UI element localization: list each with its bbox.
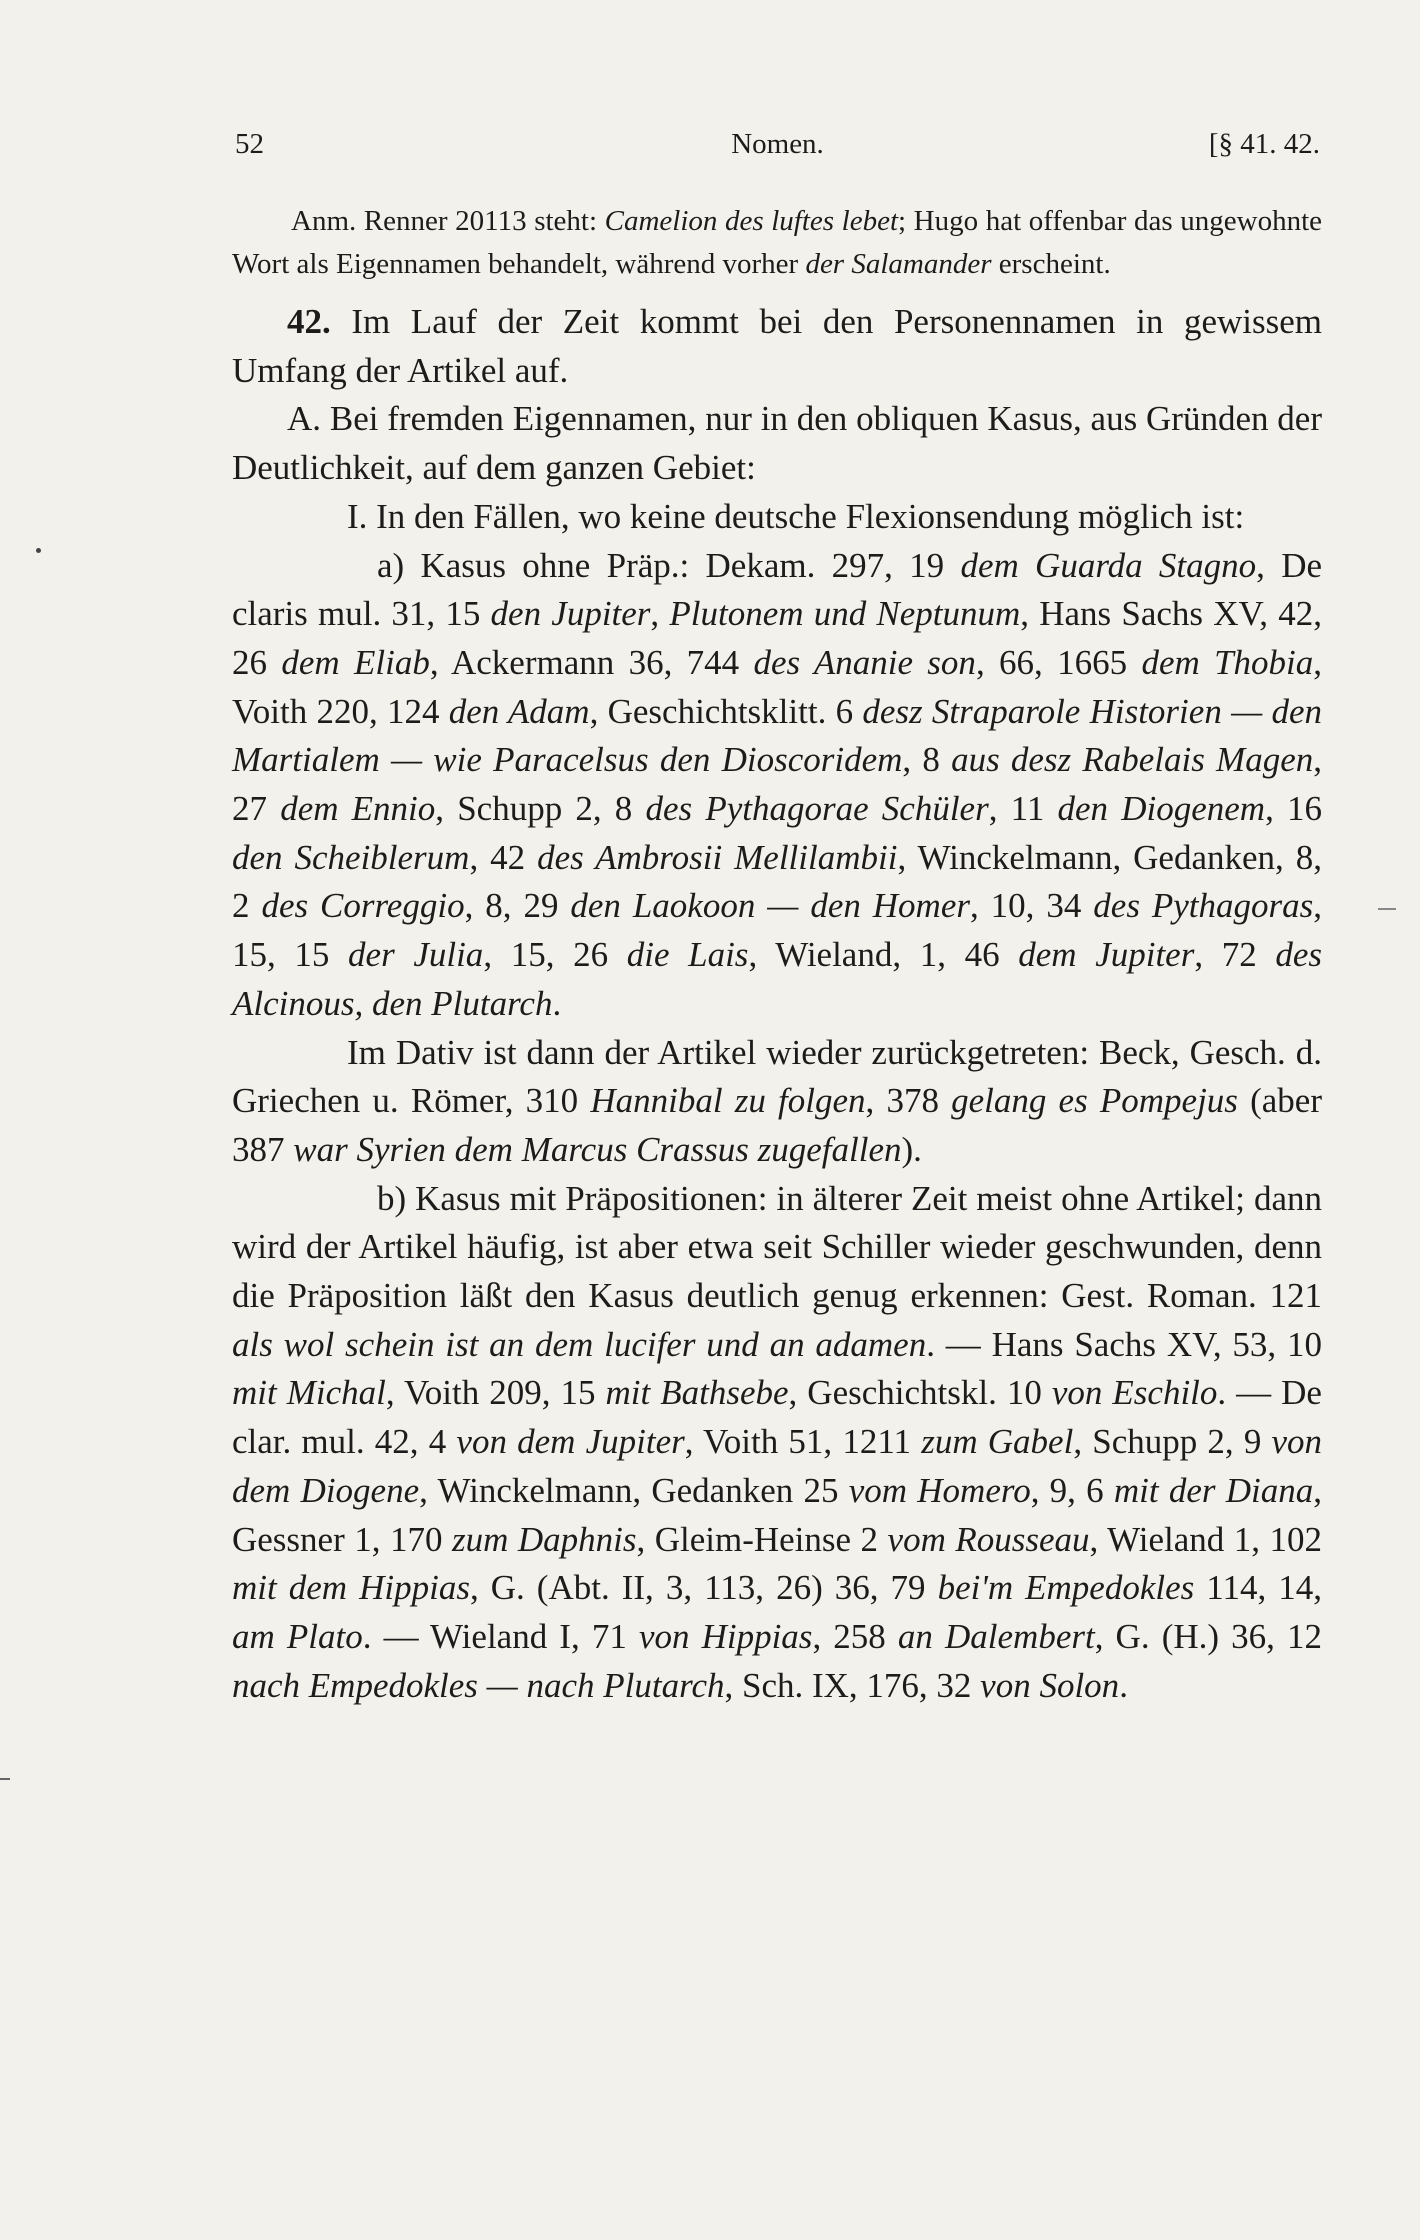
case-a-paragraph — [232, 542, 1322, 1029]
text-run: , 66, 1665 — [975, 642, 1142, 682]
page-title: Nomen. — [731, 128, 824, 160]
text-run: , Wieland, 1, 46 — [748, 935, 1019, 975]
text-run: , Gessner 1, 170 — [232, 1470, 1322, 1559]
italic-run: von dem Diogene — [232, 1422, 1323, 1510]
italic-run: des Pythagorae Schüler — [645, 789, 989, 829]
text-run: , — [650, 594, 670, 634]
section-42-paragraph — [232, 298, 1322, 395]
italic-run: gelang es Pompejus — [951, 1081, 1238, 1121]
text-run: a) Kasus ohne Präp.: Dekam. 297, 19 — [377, 545, 961, 585]
italic-run: den Scheiblerum — [232, 837, 470, 877]
note-paragraph — [232, 200, 1322, 286]
italic-run: mit Michal — [232, 1373, 386, 1413]
margin-mark — [1378, 908, 1396, 910]
text-run: , G. (Abt. II, 3, 113, 26) 36, 79 — [469, 1568, 938, 1608]
text-run: , 11 — [988, 789, 1058, 829]
italic-run: von Solon — [980, 1665, 1120, 1705]
text-run: , Geschichtsklitt. 6 — [589, 691, 863, 731]
text-run: , Winckelmann, Gedanken 25 — [419, 1470, 849, 1510]
italic-run: von dem Jupiter — [456, 1422, 685, 1462]
italic-run: am Plato — [232, 1616, 363, 1656]
text-run: , Schupp 2, 8 — [435, 789, 646, 829]
text-run: Im Lauf der Zeit kommt bei den Personennamen in gewissem Umfang der Artikel auf. — [232, 302, 1322, 390]
italic-run: nach Empedokles — nach Plutarch — [232, 1665, 725, 1705]
margin-tick — [0, 1778, 10, 1780]
text-run: . — Hans Sachs XV, 53, 10 — [926, 1324, 1322, 1364]
text-run: , 8, 29 — [464, 886, 571, 926]
text-run: , 27 — [232, 740, 1322, 829]
text-run: Renner 20113 steht: — [363, 205, 605, 237]
italic-run: dem Jupiter — [1018, 935, 1195, 975]
text-run: . — [552, 983, 562, 1023]
text-run: , 10, 34 — [970, 886, 1094, 926]
text-run: . — [1119, 1665, 1128, 1705]
italic-run: die Lais — [626, 935, 749, 975]
part-a-paragraph: A. Bei fremden Eigennamen, nur in den obliquen Kasus, aus Gründen der Deutlichkeit, auf dem ganzen Gebiet: — [232, 399, 1322, 488]
text-run: , Geschichtskl. 10 — [788, 1373, 1052, 1413]
text-run: , 8 — [902, 740, 952, 780]
italic-run: war Syrien dem Marcus Crassus zugefallen — [293, 1129, 902, 1169]
italic-run: Plutonem und Neptunum — [669, 594, 1021, 634]
italic-run: mit Bathsebe — [605, 1373, 789, 1413]
dative-paragraph — [232, 1029, 1322, 1175]
text-run: , Wieland 1, 102 — [1089, 1519, 1323, 1559]
italic-run: den Laokoon — den Homer — [570, 886, 970, 926]
italic-run: des Pythagoras — [1093, 886, 1314, 926]
italic-run: des Alcinous, den Plutarch — [232, 935, 1323, 1023]
italic-run: des Ananie son — [753, 642, 976, 682]
text-run: Im Dativ ist dann der Artikel wieder zurückgetreten: Beck, Gesch. d. Griechen u. Römer, 310 — [232, 1032, 1322, 1121]
italic-run: dem Thobia — [1141, 642, 1314, 682]
italic-run: vom Homero — [848, 1470, 1031, 1510]
italic-run: von Hippias — [638, 1616, 813, 1656]
text-run: (aber 387 — [232, 1081, 1322, 1169]
text-run: , De claris mul. 31, 15 — [232, 545, 1322, 634]
italic-run: mit dem Hippias — [232, 1568, 470, 1608]
text-run: , Ackermann 36, 744 — [429, 642, 754, 682]
running-header — [235, 128, 1320, 168]
italic-run: den Adam — [448, 691, 590, 731]
italic-run: der Salamander — [805, 248, 992, 280]
text-run: , Gleim-Heinse 2 — [636, 1519, 888, 1559]
part-i-paragraph: I. In den Fällen, wo keine deutsche Flexionsendung möglich ist: — [347, 496, 1245, 536]
margin-dot — [36, 548, 41, 553]
section-number: 42. — [287, 302, 331, 341]
page-body — [232, 200, 1322, 1710]
italic-run: zum Daphnis — [451, 1519, 637, 1559]
italic-run: von Eschilo — [1051, 1373, 1218, 1413]
text-run: b) Kasus mit Präpositionen: in älterer Zeit meist ohne Artikel; dann wird der Artikel häufig, ist aber etwa seit Schiller wieder geschwunden, denn die Präposition läßt den Kasus deutlich genug erkennen: Gest. Roman. 121 — [232, 1178, 1322, 1316]
text-run: erscheint. — [991, 248, 1111, 280]
note-label: Anm. — [291, 205, 357, 237]
italic-run: desz Straparole Historien — den Martialem — wie Paracelsus den Dioscoridem — [232, 691, 1322, 780]
text-run: . — Wieland I, 71 — [362, 1616, 639, 1656]
italic-run: an Dalembert — [897, 1616, 1095, 1656]
italic-run: mit der Diana — [1113, 1470, 1314, 1510]
text-run: , Voith 209, 15 — [385, 1373, 606, 1413]
italic-run: bei'm Empedokles — [937, 1568, 1195, 1608]
text-run: , 16 — [1265, 789, 1323, 829]
text-run: , 42 — [469, 837, 538, 877]
italic-run: zum Gabel — [921, 1422, 1074, 1462]
italic-run: der Julia — [348, 935, 484, 975]
text-run: , 258 — [812, 1616, 898, 1656]
text-run: ; Hugo hat offenbar das ungewohnte Wort als Eigennamen behandelt, während vorher — [232, 205, 1322, 280]
italic-run: den Diogenem — [1057, 789, 1266, 829]
italic-run: aus desz Rabelais Magen — [951, 740, 1314, 780]
text-run: , 72 — [1194, 935, 1276, 975]
italic-run: vom Rousseau — [887, 1519, 1090, 1559]
text-run: , Schupp 2, 9 — [1073, 1422, 1272, 1462]
italic-run: dem Eliab — [281, 642, 430, 682]
italic-run: dem Guarda Stagno — [960, 545, 1257, 585]
text-run: , Winckelmann, Gedanken, 8, 2 — [232, 837, 1322, 926]
text-run: , 9, 6 — [1030, 1470, 1114, 1510]
text-run: , Hans Sachs XV, 42, 26 — [232, 594, 1322, 682]
italic-run: des Correggio — [261, 886, 465, 926]
text-run: , Sch. IX, 176, 32 — [724, 1665, 981, 1705]
text-run: , Voith 51, 1211 — [684, 1422, 922, 1462]
text-run: , 15, 15 — [232, 886, 1323, 975]
italic-run: des Ambrosii Mellilambii — [537, 837, 898, 877]
italic-run: dem Ennio — [280, 789, 436, 829]
italic-run: Camelion des luftes lebet — [604, 205, 899, 237]
section-reference: [§ 41. 42. — [1208, 128, 1320, 160]
page-number: 52 — [235, 128, 264, 160]
italic-run: Hannibal zu folgen — [590, 1081, 866, 1121]
case-b-paragraph — [232, 1175, 1322, 1711]
italic-run: den Jupiter — [490, 594, 651, 634]
text-run: , 15, 26 — [483, 935, 627, 975]
text-run: 114, 14, — [1194, 1568, 1322, 1608]
text-run: . — De clar. mul. 42, 4 — [232, 1373, 1322, 1462]
italic-run: als wol schein ist an dem lucifer und an adamen — [232, 1324, 927, 1364]
text-run: , 378 — [865, 1081, 952, 1121]
text-run: ). — [901, 1129, 922, 1169]
text-run: , G. (H.) 36, 12 — [1094, 1616, 1322, 1656]
text-run: , Voith 220, 124 — [232, 642, 1323, 731]
